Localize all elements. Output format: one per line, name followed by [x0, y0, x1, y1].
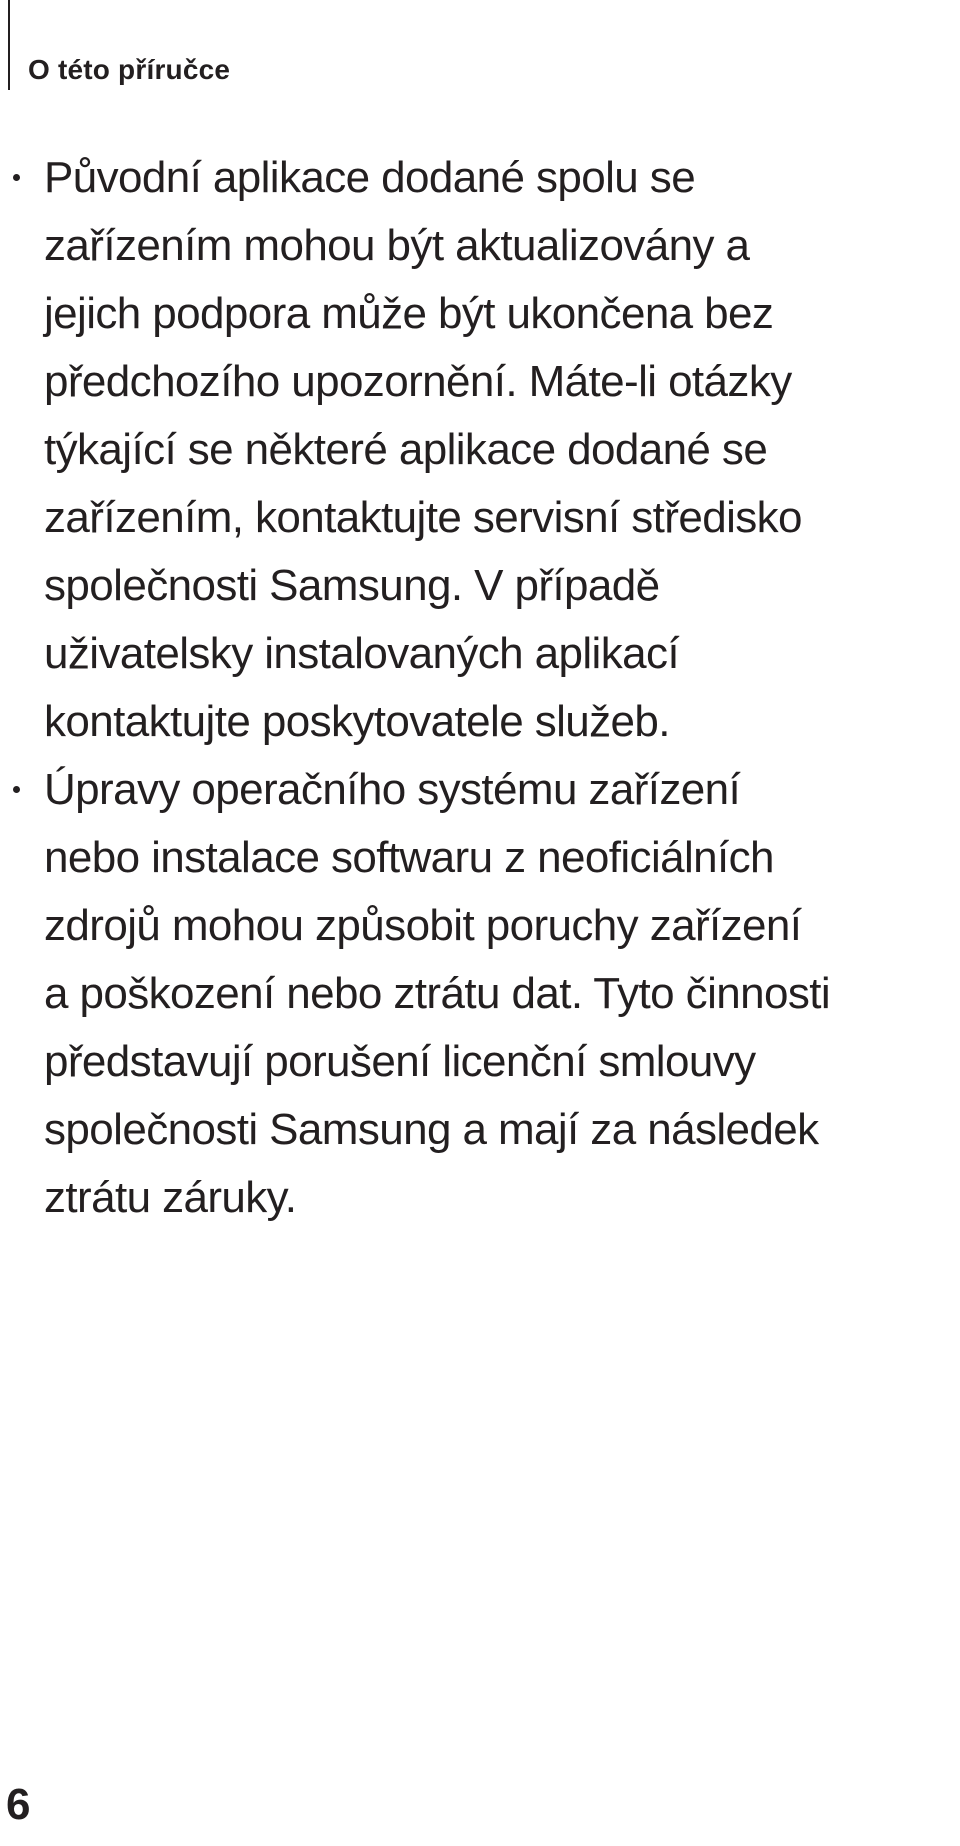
bullet-text-line: kontaktujte poskytovatele služeb.	[44, 697, 670, 746]
bullet-text-line: zařízením mohou být aktualizovány a	[44, 221, 750, 270]
bullet-text-line: týkající se některé aplikace dodané se	[44, 425, 768, 474]
bullet-item	[0, 144, 945, 756]
bullet-text-line: Úpravy operačního systému zařízení	[44, 765, 741, 814]
section-title: O této příručce	[28, 54, 231, 85]
bullet-text-line: společnosti Samsung a mají za následek	[44, 1105, 819, 1154]
bullet-list	[0, 144, 945, 1232]
bullet-text-line: a poškození nebo ztrátu dat. Tyto činnosti	[44, 969, 831, 1018]
bullet-text-line: představují porušení licenční smlouvy	[44, 1037, 756, 1086]
bullet-text-line: jejich podpora může být ukončena bez	[44, 289, 774, 338]
bullet-dot-icon	[13, 786, 20, 793]
bullet-text-line: Původní aplikace dodané spolu se	[44, 153, 696, 202]
bullet-item	[0, 756, 945, 1232]
header-divider	[8, 0, 10, 90]
bullet-text-line: zdrojů mohou způsobit poruchy zařízení	[44, 901, 802, 950]
bullet-text-line: společnosti Samsung. V případě	[44, 561, 660, 610]
bullet-text-line: nebo instalace softwaru z neoficiálních	[44, 833, 774, 882]
bullet-text-line: ztrátu záruky.	[44, 1173, 297, 1222]
bullet-text-line: předchozího upozornění. Máte-li otázky	[44, 357, 792, 406]
page-number: 6	[6, 1780, 31, 1829]
bullet-text-line: zařízením, kontaktujte servisní středisko	[44, 493, 802, 542]
bullet-text-line: uživatelsky instalovaných aplikací	[44, 629, 680, 678]
bullet-dot-icon	[13, 174, 20, 181]
